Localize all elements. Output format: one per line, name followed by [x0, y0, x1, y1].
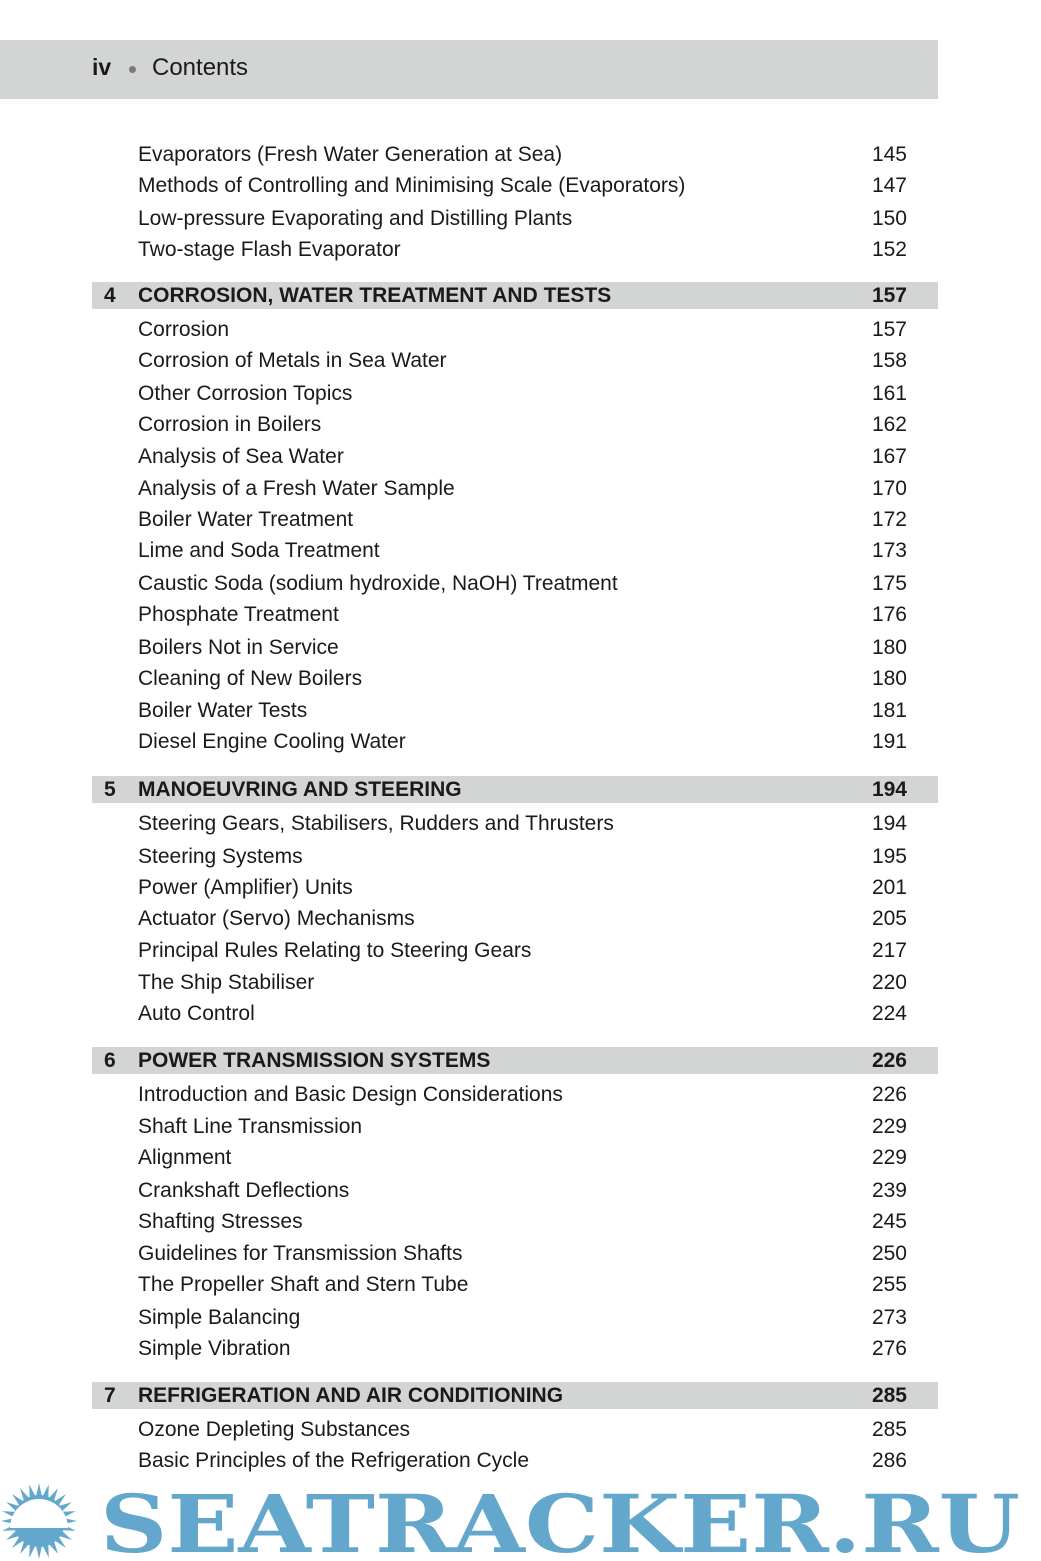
sun-ray — [20, 1488, 30, 1502]
chapter-heading[interactable] — [92, 282, 938, 309]
toc-entry[interactable] — [92, 1144, 938, 1171]
toc-entry[interactable] — [92, 506, 938, 533]
entry-title: Cleaning of New Boilers — [138, 667, 363, 690]
chapter-title: POWER TRANSMISSION SYSTEMS — [138, 1049, 491, 1072]
entry-page: 255 — [871, 1273, 907, 1296]
entry-page: 172 — [871, 508, 907, 531]
sun-ray — [36, 1483, 42, 1497]
sun-ray — [20, 1540, 30, 1554]
chapter-number: 5 — [104, 778, 116, 801]
entry-title: Low-pressure Evaporating and Distilling Plants — [138, 207, 573, 230]
entry-page: 150 — [871, 207, 907, 230]
sun-ray — [61, 1524, 76, 1531]
watermark — [0, 1478, 1041, 1561]
toc-entry[interactable] — [92, 1177, 938, 1204]
toc-entry[interactable] — [92, 475, 938, 502]
entry-title: Corrosion in Boilers — [138, 413, 322, 436]
sun-ray — [2, 1511, 17, 1518]
entry-page: 285 — [871, 1418, 907, 1441]
entry-page: 217 — [871, 939, 907, 962]
entry-title: Shafting Stresses — [138, 1210, 303, 1233]
toc-entry[interactable] — [92, 537, 938, 564]
entry-page: 276 — [871, 1337, 907, 1360]
entry-page: 229 — [871, 1115, 907, 1138]
entry-title: Analysis of Sea Water — [138, 445, 344, 468]
entry-page: 176 — [871, 603, 907, 626]
toc-entry[interactable] — [92, 141, 938, 168]
watermark-logo — [0, 1478, 1030, 1561]
chapter-page: 157 — [871, 284, 907, 307]
toc-entry[interactable] — [92, 1447, 938, 1474]
entry-page: 205 — [871, 907, 907, 930]
watermark-text: SEATRACKER.RU — [100, 1478, 1020, 1561]
entry-title: Two-stage Flash Evaporator — [138, 238, 401, 261]
sun-ray — [58, 1530, 72, 1540]
sun-disc — [13, 1495, 65, 1547]
chapter-number: 6 — [104, 1049, 116, 1072]
entry-page: 201 — [871, 876, 907, 899]
sun-ray — [61, 1511, 76, 1518]
toc-entry[interactable] — [92, 1335, 938, 1362]
entry-page: 170 — [871, 477, 907, 500]
entry-title: Evaporators (Fresh Water Generation at Sea) — [138, 143, 563, 166]
toc-entry[interactable] — [92, 874, 938, 901]
toc-entry[interactable] — [92, 728, 938, 755]
toc-entry[interactable] — [92, 443, 938, 470]
bullet-separator — [129, 66, 136, 73]
toc-entry[interactable] — [92, 905, 938, 932]
entry-title: Diesel Engine Cooling Water — [138, 730, 406, 753]
chapter-number: 4 — [104, 284, 116, 307]
sun-highlight — [10, 1499, 68, 1528]
entry-title: Crankshaft Deflections — [138, 1179, 350, 1202]
page-number: iv — [92, 54, 112, 80]
sun-ray — [58, 1502, 72, 1512]
sun-ray — [48, 1488, 58, 1502]
chapter-number: 7 — [104, 1384, 116, 1407]
entry-page: 195 — [871, 845, 907, 868]
entry-title: Alignment — [138, 1146, 232, 1169]
entry-page: 180 — [871, 636, 907, 659]
toc-entry[interactable] — [92, 843, 938, 870]
toc-entry[interactable] — [92, 634, 938, 661]
toc-entry[interactable] — [92, 665, 938, 692]
sun-ray — [54, 1536, 66, 1548]
toc-entry[interactable] — [92, 969, 938, 996]
toc-entry[interactable] — [92, 205, 938, 232]
chapter-heading[interactable] — [92, 1047, 938, 1074]
sun-ray — [36, 1545, 42, 1559]
entry-title: Boilers Not in Service — [138, 636, 339, 659]
toc-entry[interactable] — [92, 1304, 938, 1331]
entry-title: Principal Rules Relating to Steering Gears — [138, 939, 532, 962]
entry-page: 181 — [871, 699, 907, 722]
sun-ray — [42, 1484, 49, 1499]
toc-entry[interactable] — [92, 236, 938, 263]
entry-page: 147 — [871, 174, 907, 197]
toc-entry[interactable] — [92, 411, 938, 438]
chapter-page: 285 — [871, 1384, 907, 1407]
sun-ray — [12, 1494, 24, 1506]
entry-title: The Propeller Shaft and Stern Tube — [138, 1273, 469, 1296]
entry-page: 180 — [871, 667, 907, 690]
toc-entry[interactable] — [92, 937, 938, 964]
entry-page: 273 — [871, 1306, 907, 1329]
toc-entry[interactable] — [92, 1208, 938, 1235]
entry-page: 226 — [871, 1083, 907, 1106]
toc-entry[interactable] — [92, 380, 938, 407]
sun-ray — [12, 1536, 24, 1548]
toc-entry[interactable] — [92, 601, 938, 628]
chapter-page: 194 — [871, 778, 907, 801]
toc-entry[interactable] — [92, 1416, 938, 1443]
chapter-heading[interactable] — [92, 776, 938, 803]
entry-page: 286 — [871, 1449, 907, 1472]
chapter-heading[interactable] — [92, 1382, 938, 1409]
sun-ray — [6, 1502, 20, 1512]
entry-title: Introduction and Basic Design Considerations — [138, 1083, 563, 1106]
entry-title: Ozone Depleting Substances — [138, 1418, 411, 1441]
toc-entry[interactable] — [92, 697, 938, 724]
toc-entry[interactable] — [92, 1081, 938, 1108]
sun-ray — [2, 1524, 17, 1531]
entry-title: Steering Gears, Stabilisers, Rudders and Thrusters — [138, 812, 614, 835]
entry-title: Actuator (Servo) Mechanisms — [138, 907, 415, 930]
entry-title: Simple Vibration — [138, 1337, 291, 1360]
toc-entry[interactable] — [92, 1271, 938, 1298]
toc-entry[interactable] — [92, 1000, 938, 1027]
sun-ray — [29, 1484, 36, 1499]
entry-page: 173 — [871, 539, 907, 562]
entry-title: Other Corrosion Topics — [138, 382, 353, 405]
entry-title: Steering Systems — [138, 845, 303, 868]
running-title: Contents — [152, 54, 249, 81]
entry-title: Methods of Controlling and Minimising Scale (Evaporators) — [138, 174, 686, 197]
sun-logo-icon — [1, 1483, 77, 1559]
entry-page: 157 — [871, 318, 907, 341]
entry-title: Corrosion — [138, 318, 230, 341]
entry-title: Caustic Soda (sodium hydroxide, NaOH) Treatment — [138, 572, 618, 595]
sun-ray — [1, 1518, 15, 1524]
entry-page: 224 — [871, 1002, 907, 1025]
entry-page: 162 — [871, 413, 907, 436]
chapter-title: REFRIGERATION AND AIR CONDITIONING — [138, 1384, 564, 1407]
entry-title: Boiler Water Tests — [138, 699, 308, 722]
entry-page: 250 — [871, 1242, 907, 1265]
chapter-page: 226 — [871, 1049, 907, 1072]
entry-title: Corrosion of Metals in Sea Water — [138, 349, 447, 372]
entry-page: 175 — [871, 572, 907, 595]
entry-title: Analysis of a Fresh Water Sample — [138, 477, 455, 500]
toc-entry[interactable] — [92, 316, 938, 343]
toc-entry[interactable] — [92, 347, 938, 374]
sun-ray — [63, 1518, 77, 1524]
sun-ray — [54, 1494, 66, 1506]
toc-entry[interactable] — [92, 1113, 938, 1140]
entry-title: Shaft Line Transmission — [138, 1115, 363, 1138]
toc-entry[interactable] — [92, 172, 938, 199]
entry-page: 145 — [871, 143, 907, 166]
sun-ray — [48, 1540, 58, 1554]
entry-page: 239 — [871, 1179, 907, 1202]
entry-title: Lime and Soda Treatment — [138, 539, 380, 562]
entry-page: 220 — [871, 971, 907, 994]
running-header — [0, 40, 938, 99]
entry-title: Power (Amplifier) Units — [138, 876, 353, 899]
chapter-title: MANOEUVRING AND STEERING — [138, 778, 462, 801]
entry-title: Simple Balancing — [138, 1306, 301, 1329]
sun-ray — [29, 1543, 36, 1558]
entry-page: 245 — [871, 1210, 907, 1233]
toc-entry[interactable] — [92, 570, 938, 597]
entry-page: 229 — [871, 1146, 907, 1169]
entry-title: Basic Principles of the Refrigeration Cycle — [138, 1449, 530, 1472]
sun-ray — [42, 1543, 49, 1558]
entry-page: 167 — [871, 445, 907, 468]
entry-page: 158 — [871, 349, 907, 372]
entry-title: Guidelines for Transmission Shafts — [138, 1242, 463, 1265]
toc-entry[interactable] — [92, 1240, 938, 1267]
entry-title: Boiler Water Treatment — [138, 508, 354, 531]
entry-page: 191 — [871, 730, 907, 753]
entry-title: Phosphate Treatment — [138, 603, 339, 626]
entry-title: The Ship Stabiliser — [138, 971, 315, 994]
toc-entry[interactable] — [92, 810, 938, 837]
chapter-title: CORROSION, WATER TREATMENT AND TESTS — [138, 284, 612, 307]
entry-title: Auto Control — [138, 1002, 255, 1025]
entry-page: 161 — [871, 382, 907, 405]
entry-page: 152 — [871, 238, 907, 261]
sun-ray — [6, 1530, 20, 1540]
entry-page: 194 — [871, 812, 907, 835]
